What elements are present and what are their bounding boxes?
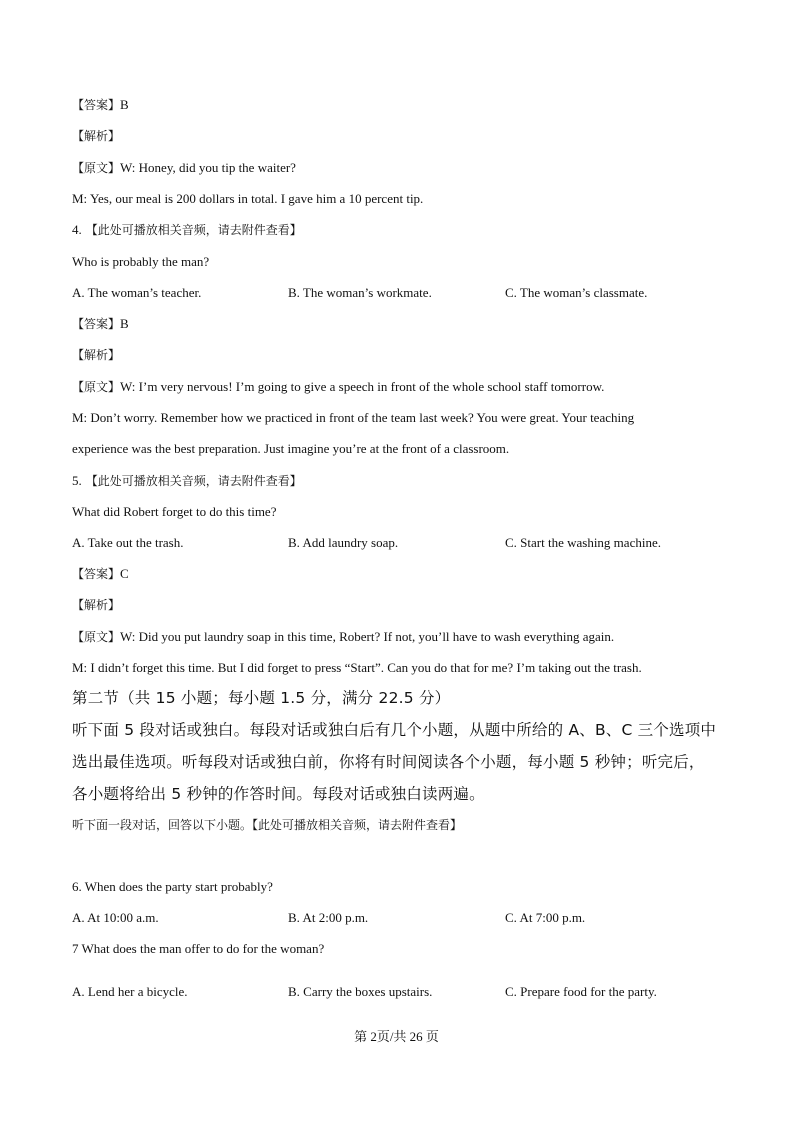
audio-note: 【此处可播放相关音频，请去附件查看】 (85, 474, 302, 488)
answer-tag: 【答案】 (72, 317, 121, 331)
q4-analysis (72, 347, 120, 363)
transcript-w: W: I’m very nervous! I’m going to give a speech in front of the whole school staff tomorrow. (120, 379, 605, 394)
q7-option-b: B. Carry the boxes upstairs. (288, 984, 433, 999)
q5-option-a: A. Take out the trash. (72, 535, 184, 550)
q5-original-w (72, 629, 614, 645)
q3-original-w (72, 160, 296, 176)
analysis-tag: 【解析】 (72, 598, 121, 612)
q7-option-c: C. Prepare food for the party. (505, 984, 657, 999)
analysis-tag: 【解析】 (72, 348, 121, 362)
q6-option-b: B. At 2:00 p.m. (288, 910, 369, 925)
transcript-w: W: Honey, did you tip the waiter? (120, 160, 296, 175)
section2-intro-3: 各小题将给出 5 秒钟的作答时间。每段对话或独白读两遍。 (72, 785, 485, 803)
question-number: 4. (72, 222, 82, 237)
section2-intro-1: 听下面 5 段对话或独白。每段对话或独白后有几个小题，从题中所给的 A、B、C 三个选项中 (72, 721, 717, 739)
q4-option-b: B. The woman’s workmate. (288, 285, 432, 300)
q4-question: Who is probably the man? (72, 254, 210, 269)
answer-value: B (120, 316, 129, 331)
q5-original-m: M: I didn’t forget this time. But I did forget to press “Start”. Can you do that for me? I’m taking out the trash. (72, 660, 642, 675)
q5-analysis (72, 597, 120, 613)
q4-original-w (72, 379, 604, 395)
q7-option-a: A. Lend her a bicycle. (72, 984, 188, 999)
q7-question: 7 What does the man offer to do for the woman? (72, 941, 325, 956)
answer-tag: 【答案】 (72, 567, 121, 581)
q6-question: 6. When does the party start probably? (72, 879, 273, 894)
q5-option-b: B. Add laundry soap. (288, 535, 399, 550)
listen-instruction: 听下面一段对话，回答以下小题。【此处可播放相关音频，请去附件查看】 (72, 818, 463, 832)
answer-value: B (120, 97, 129, 112)
q4-option-a: A. The woman’s teacher. (72, 285, 202, 300)
q4-original-m2: experience was the best preparation. Just imagine you’re at the front of a classroom. (72, 441, 510, 456)
original-tag: 【原文】 (72, 630, 121, 644)
transcript-w: W: Did you put laundry soap in this time, Robert? If not, you’ll have to wash everything again. (120, 629, 615, 644)
audio-note: 【此处可播放相关音频，请去附件查看】 (85, 223, 302, 237)
answer-value: C (120, 566, 129, 581)
original-tag: 【原文】 (72, 161, 121, 175)
q4-original-m1: M: Don’t worry. Remember how we practiced in front of the team last week? You were great. Your teaching (72, 410, 635, 425)
q4-option-c: C. The woman’s classmate. (505, 285, 648, 300)
q6-option-a: A. At 10:00 a.m. (72, 910, 159, 925)
section2-intro-2: 选出最佳选项。听每段对话或独白前，你将有时间阅读各个小题，每小题 5 秒钟；听完后， (72, 753, 705, 771)
q6-option-c: C. At 7:00 p.m. (505, 910, 586, 925)
question-number: 5. (72, 473, 82, 488)
q3-original-m: M: Yes, our meal is 200 dollars in total. I gave him a 10 percent tip. (72, 191, 424, 206)
q5-option-c: C. Start the washing machine. (505, 535, 661, 550)
q5-header (72, 473, 302, 489)
q5-question: What did Robert forget to do this time? (72, 504, 277, 519)
q5-answer (72, 566, 129, 582)
page-footer: 第 2页/共 26 页 (354, 1029, 439, 1044)
q3-analysis (72, 128, 120, 144)
q3-answer (72, 97, 129, 113)
q4-answer (72, 316, 129, 332)
original-tag: 【原文】 (72, 380, 121, 394)
q4-header (72, 222, 302, 238)
section2-heading: 第二节（共 15 小题；每小题 1.5 分，满分 22.5 分） (72, 689, 451, 707)
answer-tag: 【答案】 (72, 98, 121, 112)
analysis-tag: 【解析】 (72, 129, 121, 143)
